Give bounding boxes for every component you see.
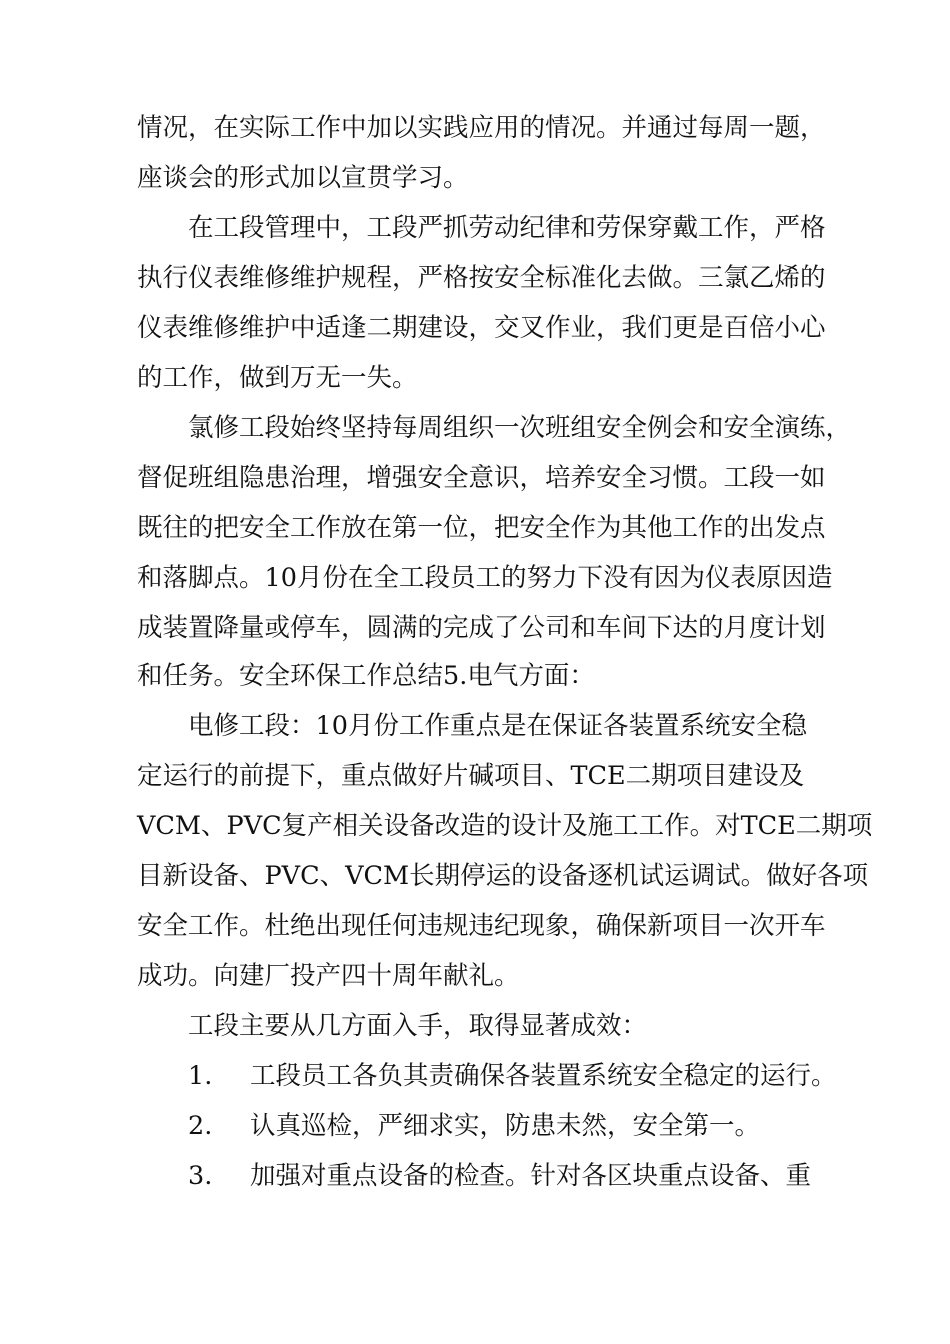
paragraph-line: 督促班组隐患治理，增强安全意识，培养安全习惯。工段一如: [137, 463, 826, 493]
paragraph-line: 成功。向建厂投产四十周年献礼。: [137, 961, 520, 991]
paragraph-line: 成装置降量或停车，圆满的完成了公司和车间下达的月度计划: [137, 613, 826, 643]
paragraph-line: 安全工作。杜绝出现任何违规违纪现象，确保新项目一次开车: [137, 911, 826, 941]
list-item-text: 工段员工各负其责确保各装置系统安全稳定的运行。: [250, 1061, 837, 1091]
list-item-number: 3.: [188, 1161, 213, 1191]
paragraph-line: 仪表维修维护中适逢二期建设，交叉作业，我们更是百倍小心: [137, 313, 826, 343]
list-item-text: 加强对重点设备的检查。针对各区块重点设备、重: [250, 1161, 812, 1191]
paragraph-line: 座谈会的形式加以宣贯学习。: [137, 163, 469, 193]
list-item-number: 2.: [188, 1111, 213, 1141]
paragraph-line: 工段主要从几方面入手，取得显著成效：: [188, 1011, 648, 1041]
paragraph-line: 目新设备、PVC、VCM长期停运的设备逐机试运调试。做好各项: [137, 861, 869, 891]
paragraph-line: 电修工段：10月份工作重点是在保证各装置系统安全稳: [188, 711, 807, 741]
paragraph-line: 执行仪表维修维护规程，严格按安全标准化去做。三氯乙烯的: [137, 263, 826, 293]
paragraph-line: 和落脚点。10月份在全工段员工的努力下没有因为仪表原因造: [137, 563, 833, 593]
paragraph-line: VCM、PVC复产相关设备改造的设计及施工工作。对TCE二期项: [137, 811, 873, 841]
paragraph-line: 氯修工段始终坚持每周组织一次班组安全例会和安全演练，: [188, 413, 852, 443]
list-item-number: 1.: [188, 1061, 213, 1091]
paragraph-line: 情况，在实际工作中加以实践应用的情况。并通过每周一题，: [137, 113, 826, 143]
paragraph-line: 的工作，做到万无一失。: [137, 363, 418, 393]
paragraph-line: 在工段管理中，工段严抓劳动纪律和劳保穿戴工作，严格: [188, 213, 826, 243]
paragraph-line: 既往的把安全工作放在第一位，把安全作为其他工作的出发点: [137, 513, 826, 543]
paragraph-line: 定运行的前提下，重点做好片碱项目、TCE二期项目建设及: [137, 761, 805, 791]
paragraph-line: 和任务。安全环保工作总结5.电气方面：: [137, 661, 595, 691]
list-item-text: 认真巡检，严细求实，防患未然，安全第一。: [250, 1111, 761, 1141]
